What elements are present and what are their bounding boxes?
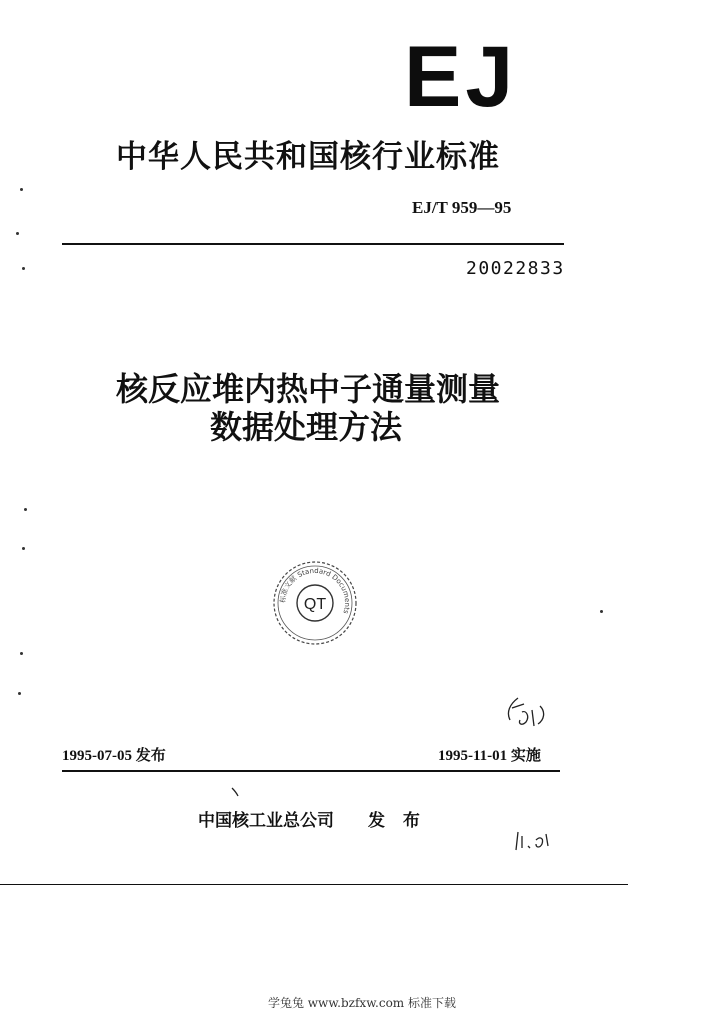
date-divider bbox=[62, 770, 560, 772]
publisher-line bbox=[198, 806, 426, 831]
handwritten-mark-top bbox=[500, 690, 560, 740]
scan-speck bbox=[22, 267, 25, 270]
document-title-line2: 数据处理方法 bbox=[210, 408, 403, 446]
page-bottom-rule bbox=[0, 884, 628, 885]
scan-speck bbox=[24, 508, 27, 511]
seal-ring-text: 标准文献 Standard Documents bbox=[278, 566, 352, 615]
site-footer: 学兔兔 www.bzfxw.com 标准下载 bbox=[267, 996, 457, 1010]
seal-center-text: QT bbox=[303, 596, 327, 613]
scan-speck bbox=[18, 692, 21, 695]
scan-speck bbox=[20, 652, 23, 655]
document-title-line1: 核反应堆内热中子通量测量 bbox=[116, 370, 501, 408]
ej-logo: EJ bbox=[404, 29, 518, 125]
scan-speck bbox=[22, 547, 25, 550]
publisher-name: 中国核工业总公司 bbox=[198, 811, 334, 831]
publish-date: 1995-07-05 发布 bbox=[62, 748, 166, 764]
implement-date: 1995-11-01 实施 bbox=[438, 748, 541, 764]
org-title: 中华人民共和国核行业标准 bbox=[116, 139, 500, 175]
publisher-suffix: 发 布 bbox=[368, 811, 426, 831]
handwritten-mark-bottom bbox=[512, 826, 562, 856]
serial-number: 20022833 bbox=[466, 258, 565, 279]
scan-speck bbox=[16, 232, 19, 235]
standard-number: EJ/T 959—95 bbox=[412, 198, 512, 217]
scan-speck bbox=[600, 610, 603, 613]
header-divider bbox=[62, 243, 564, 245]
qt-seal bbox=[270, 558, 360, 648]
tick-mark bbox=[228, 786, 244, 800]
scan-speck bbox=[20, 188, 23, 191]
